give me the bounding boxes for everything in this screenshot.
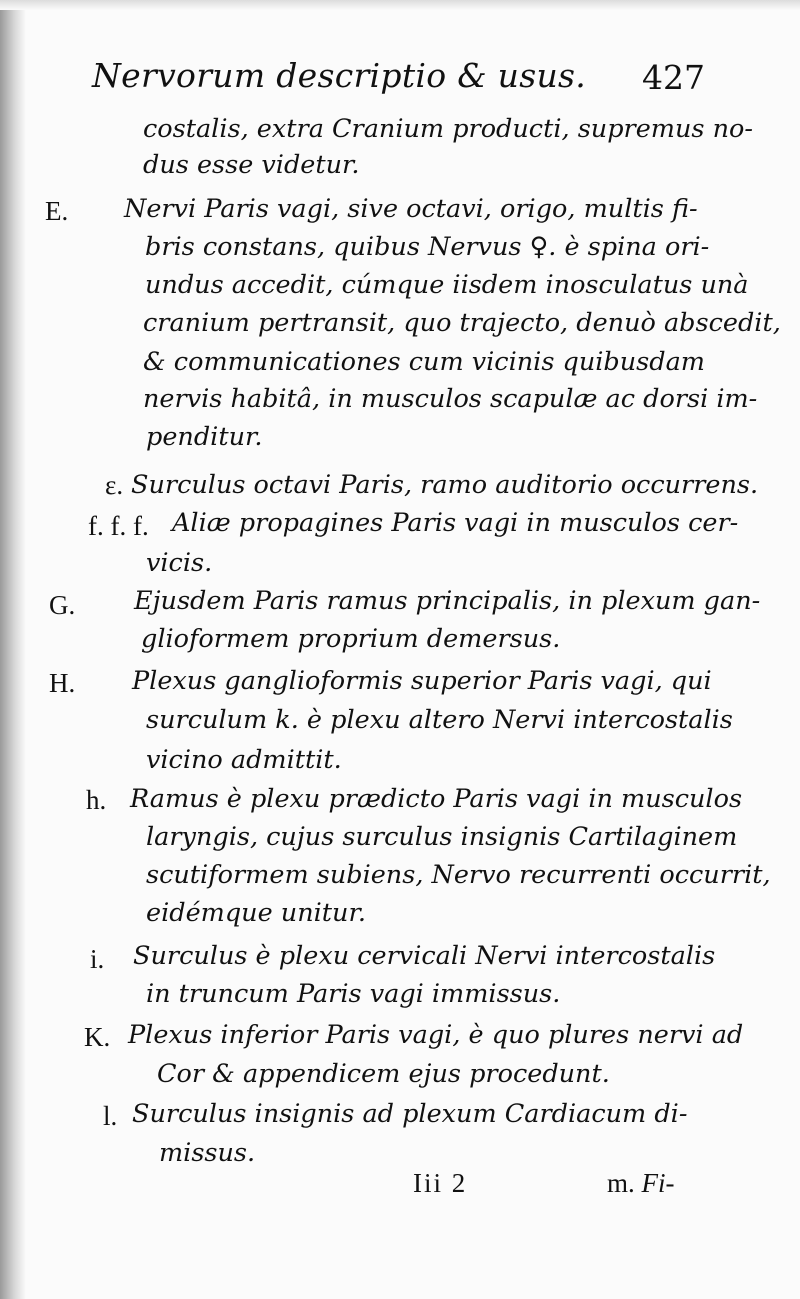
entry-label: H.	[49, 668, 76, 698]
entry-label: i.	[90, 944, 105, 974]
entry-line: in truncum Paris vagi immissus.	[146, 979, 561, 1009]
entry-line: surculum k. è plexu altero Nervi intercostalis	[146, 705, 733, 735]
entry-label: l.	[103, 1101, 118, 1131]
entry-line: dus esse videtur.	[143, 150, 360, 180]
entry-label: G.	[49, 590, 76, 620]
entry-line: Aliæ propagines Paris vagi in musculos cer-	[172, 508, 739, 538]
entry-line: cranium pertransit, quo trajecto, denuò abscedit,	[143, 308, 781, 338]
entry-line: eidémque unitur.	[146, 898, 366, 928]
entry-line: Ramus è plexu prædicto Paris vagi in musculos	[130, 784, 743, 814]
entry-line: vicis.	[146, 548, 213, 578]
entry-line: & communicationes cum vicinis quibusdam	[143, 347, 705, 377]
entry-label: ε.	[105, 470, 124, 500]
entry-line: bris constans, quibus Nervus ♀. è spina ori-	[145, 232, 710, 262]
running-head: Nervorum descriptio & usus.	[92, 56, 587, 95]
entry-line: Surculus è plexu cervicali Nervi intercostalis	[133, 941, 716, 971]
signature-mark: Iii 2	[413, 1168, 468, 1198]
entry-line: scutiformem subiens, Nervo recurrenti occurrit,	[146, 860, 771, 890]
entry-line: penditur.	[146, 422, 263, 452]
entry-line: Nervi Paris vagi, sive octavi, origo, multis fi-	[124, 194, 698, 224]
entry-label: h.	[86, 785, 107, 815]
entry-line: Ejusdem Paris ramus principalis, in plexum gan-	[134, 586, 761, 616]
entry-line: Surculus octavi Paris, ramo auditorio occurrens.	[131, 470, 759, 500]
entry-line: costalis, extra Cranium producti, supremus no-	[143, 114, 753, 144]
entry-label: K.	[84, 1022, 111, 1052]
entry-label: E.	[45, 196, 69, 226]
page-number: 427	[642, 58, 705, 97]
catchword	[607, 1168, 675, 1199]
entry-line: Plexus inferior Paris vagi, è quo plures nervi ad	[128, 1020, 744, 1050]
catchword-word: Fi-	[641, 1168, 675, 1198]
entry-line: laryngis, cujus surculus insignis Cartilaginem	[146, 822, 738, 852]
entry-line: Plexus ganglioformis superior Paris vagi, qui	[132, 666, 712, 696]
entry-line: nervis habitâ, in musculos scapulæ ac dorsi im-	[143, 384, 758, 414]
page-gutter-shadow	[0, 0, 26, 1299]
catchword-letter: m.	[607, 1168, 635, 1198]
entry-line: vicino admittit.	[146, 745, 342, 775]
entry-line: missus.	[159, 1138, 256, 1168]
entry-line: Surculus insignis ad plexum Cardiacum di-	[132, 1099, 688, 1129]
entry-label: f. f. f.	[88, 511, 149, 541]
entry-line: Cor & appendicem ejus procedunt.	[157, 1059, 610, 1089]
entry-line: glioformem proprium demersus.	[141, 624, 561, 654]
page-top-shadow	[0, 0, 800, 10]
entry-line: undus accedit, cúmque iisdem inosculatus unà	[145, 270, 749, 300]
